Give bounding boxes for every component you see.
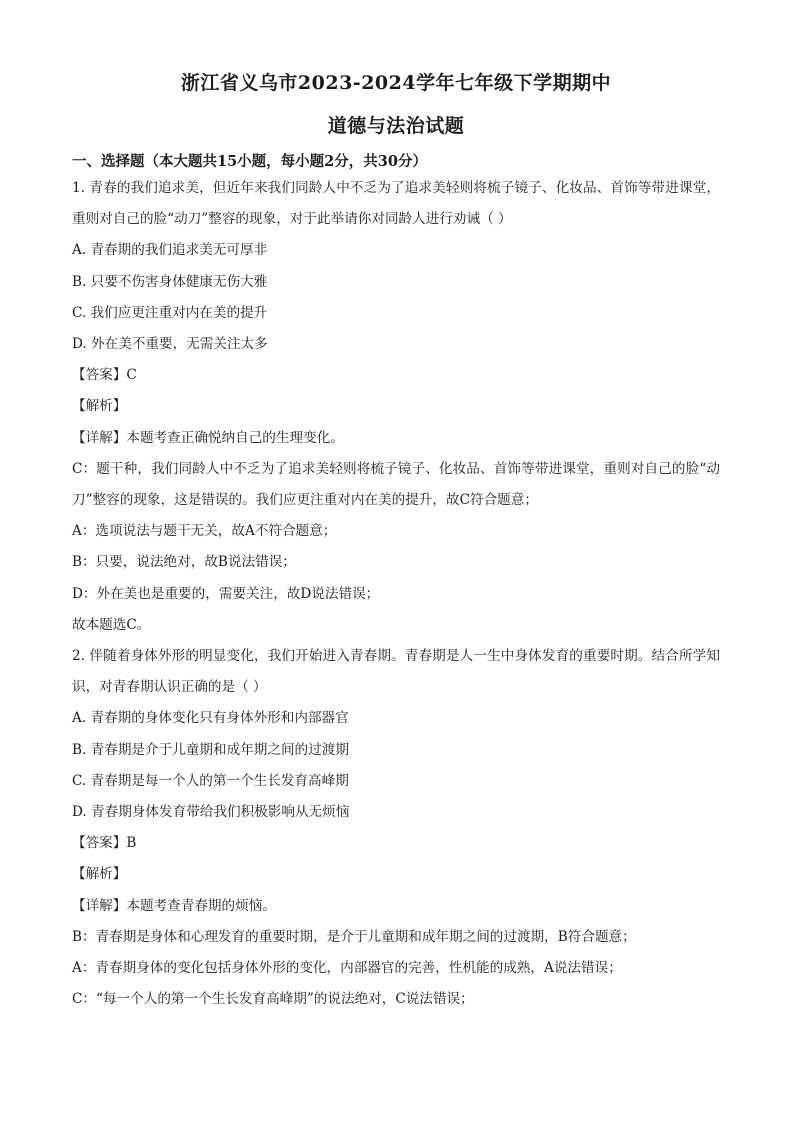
option-b: B. 只要不伤害身体健康无伤大雅 bbox=[72, 273, 268, 290]
option-a: A. 青春期的身体变化只有身体外形和内部器官 bbox=[72, 710, 349, 727]
option-d: D. 青春期身体发育带给我们积极影响从无烦恼 bbox=[72, 804, 350, 821]
conclusion-line: 故本题选C。 bbox=[72, 616, 151, 633]
option-b: B. 青春期是介于儿童期和成年期之间的过渡期 bbox=[72, 741, 349, 758]
question-stem: 2. 伴随着身体外形的明显变化，我们开始进入青春期。青春期是人一生中身体发育的重要时期。结合所学知识，对青春期认识正确的是（ ） bbox=[72, 648, 720, 696]
answer-label: 【答案】C bbox=[72, 367, 137, 384]
section-heading: 一、选择题（本大题共15小题，每小题2分，共30分） bbox=[72, 153, 427, 170]
detail-label: 【详解】本题考查正确悦纳自己的生理变化。 bbox=[72, 429, 344, 446]
explanation-line: A：青春期身体的变化包括身体外形的变化，内部器官的完善，性机能的成熟，A说法错误； bbox=[72, 960, 622, 977]
question-1 bbox=[72, 173, 720, 641]
explanation-line: B：青春期是身体和心理发育的重要时期，是介于儿童期和成年期之间的过渡期，B符合题意； bbox=[72, 928, 636, 945]
document-title: 浙江省义乌市2023-2024学年七年级下学期期中 bbox=[180, 72, 612, 94]
option-d: D. 外在美不重要，无需关注太多 bbox=[72, 336, 268, 353]
explanation-line: A：选项说法与题干无关，故A不符合题意； bbox=[72, 523, 337, 540]
option-a: A. 青春期的我们追求美无可厚非 bbox=[72, 242, 268, 259]
explanation-line: C：题干种，我们同龄人中不乏为了追求美轻则将梳子镜子、化妆品、首饰等带进课堂，重则对自己的脸“动刀”整容的现象，这是错误的。我们应更注重对内在美的提升，故C符合题意； bbox=[72, 460, 720, 509]
detail-label: 【详解】本题考查青春期的烦恼。 bbox=[72, 897, 276, 914]
explanation-line: B：只要，说法绝对，故B说法错误； bbox=[72, 554, 296, 571]
question-stem: 1. 青春的我们追求美，但近年来我们同龄人中不乏为了追求美轻则将梳子镜子、化妆品、首饰等带进课堂，重则对自己的脸“动刀”整容的现象，对于此举请你对同龄人进行劝诫（ ） bbox=[72, 180, 720, 228]
answer-label: 【答案】B bbox=[72, 835, 137, 852]
question-2 bbox=[72, 641, 720, 1015]
explanation-line: D：外在美也是重要的，需要关注，故D说法错误； bbox=[72, 585, 380, 602]
analysis-label: 【解析】 bbox=[72, 398, 127, 415]
analysis-label: 【解析】 bbox=[72, 866, 127, 883]
option-c: C. 我们应更注重对内在美的提升 bbox=[72, 304, 268, 321]
option-c: C. 青春期是每一个人的第一个生长发育高峰期 bbox=[72, 772, 349, 789]
document-subtitle: 道德与法治试题 bbox=[327, 115, 465, 137]
explanation-line: C：“每一个人的第一个生长发育高峰期”的说法绝对，C说法错误； bbox=[72, 991, 474, 1008]
